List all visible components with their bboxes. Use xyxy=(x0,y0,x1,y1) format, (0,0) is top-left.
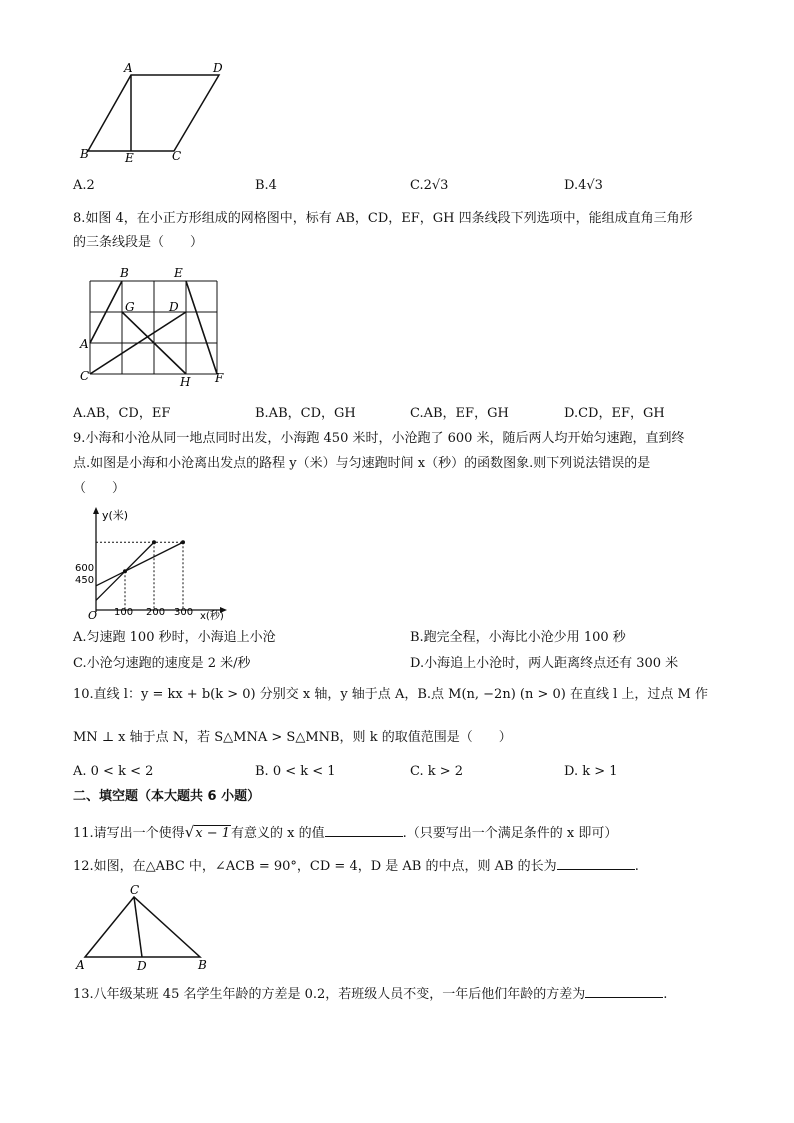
y-tick-600: 600 xyxy=(75,563,95,574)
label-A: A xyxy=(76,958,85,972)
label-A: A xyxy=(124,61,133,75)
q8-option-c: C.AB，EF，GH xyxy=(410,406,509,421)
q12-triangle-figure xyxy=(74,884,214,974)
q7-option-b: B.4 xyxy=(255,178,277,193)
q8-option-a: A.AB，CD，EF xyxy=(73,406,171,421)
q11-question xyxy=(73,823,617,843)
label-D: D xyxy=(213,61,223,75)
label-C: C xyxy=(172,149,182,163)
segment-ef xyxy=(186,281,217,374)
x-tick-300: 300 xyxy=(174,607,194,618)
triangle-abc xyxy=(85,897,200,957)
q11-answer-blank[interactable] xyxy=(325,824,403,837)
q9-option-c: C.小沧匀速跑的速度是 2 米/秒 xyxy=(73,656,251,671)
q9-question-line1: 9.小海和小沧从同一地点同时出发，小海跑 450 米时，小沧跑了 600 米，随后两人均开始匀速跑，直到终 xyxy=(73,431,685,446)
label-B: B xyxy=(80,147,89,161)
y-tick-450: 450 xyxy=(75,575,95,586)
q10-option-d: D. k > 1 xyxy=(564,764,618,779)
q9-question-line3: （ ） xyxy=(73,481,126,496)
data-point-200 xyxy=(152,540,156,544)
label-D: D xyxy=(169,300,179,314)
q7-option-c: C.2√3 xyxy=(410,178,449,193)
q13-end: . xyxy=(663,987,668,1002)
x-tick-200: 200 xyxy=(146,607,166,618)
label-B: B xyxy=(198,958,207,972)
q12-text: 12.如图，在△ABC 中，∠ACB = 90°，CD = 4，D 是 AB 的中点，则 AB 的长为 xyxy=(73,859,557,874)
q8-option-b: B.AB，CD，GH xyxy=(255,406,356,421)
q10-question-line1: 10.直线 l：y = kx + b(k > 0) 分别交 x 轴，y 轴于点 A，B.点 M(n, −2n) (n > 0) 在直线 l 上，过点 M 作 xyxy=(73,687,708,702)
data-point-100 xyxy=(123,569,127,573)
q9-option-a: A.匀速跑 100 秒时，小海追上小沧 xyxy=(73,630,276,645)
q10-option-c: C. k > 2 xyxy=(410,764,464,779)
q11-prefix: 11.请写出一个使得 xyxy=(73,826,185,841)
q13-answer-blank[interactable] xyxy=(585,985,663,998)
q7-parallelogram-figure xyxy=(74,62,244,172)
q9-option-b: B.跑完全程，小海比小沧少用 100 秒 xyxy=(410,630,626,645)
q11-suffix: .（只要写出一个满足条件的 x 即可） xyxy=(402,826,618,841)
q8-grid-figure xyxy=(80,264,230,389)
q9-question-line2: 点.如图是小海和小沧离出发点的路程 y（米）与匀速跑时间 x（秒）的函数图象.则下列说法错误的是 xyxy=(73,456,651,471)
median-cd xyxy=(134,897,142,957)
q12-question xyxy=(73,857,639,876)
q12-answer-blank[interactable] xyxy=(557,857,635,870)
x-tick-100: 100 xyxy=(114,607,134,618)
label-E: E xyxy=(174,266,183,280)
q13-text: 13.八年级某班 45 名学生年龄的方差是 0.2，若班级人员不变，一年后他们年龄的方差为 xyxy=(73,987,586,1002)
label-G: G xyxy=(125,300,135,314)
q12-end: . xyxy=(634,859,639,874)
q8-question-line1: 8.如图 4，在小正方形组成的网格图中，标有 AB，CD，EF，GH 四条线段下列选项中，能组成直角三角形 xyxy=(73,211,693,226)
q7-option-d: D.4√3 xyxy=(564,178,603,193)
q8-question-line2: 的三条线段是（ ） xyxy=(73,235,204,250)
q10-option-b: B. 0 < k < 1 xyxy=(255,764,336,779)
series-line-2 xyxy=(96,542,183,586)
x-axis-label: x(秒) xyxy=(200,611,224,622)
label-E: E xyxy=(125,151,134,165)
y-axis-label: y(米) xyxy=(102,509,129,522)
q11-radicand: x − 1 xyxy=(195,826,231,841)
q13-question xyxy=(73,985,667,1004)
label-D: D xyxy=(137,959,147,973)
origin-label: O xyxy=(88,609,98,622)
label-C: C xyxy=(80,369,90,383)
data-point-300 xyxy=(181,540,185,544)
parallelogram-abcd xyxy=(88,75,219,151)
section-heading: 二、填空题（本大题共 6 小题） xyxy=(73,789,261,804)
q8-option-d: D.CD，EF，GH xyxy=(564,406,665,421)
label-A: A xyxy=(80,337,89,351)
label-F: F xyxy=(215,371,224,385)
label-B: B xyxy=(120,266,129,280)
sqrt-icon: √ xyxy=(184,823,195,841)
q9-distance-time-chart xyxy=(74,505,234,620)
y-axis-arrow xyxy=(93,507,99,514)
q7-option-a: A.2 xyxy=(73,178,95,193)
q9-option-d: D.小海追上小沧时，两人距离终点还有 300 米 xyxy=(410,656,679,671)
q10-question-line2: MN ⊥ x 轴于点 N，若 S△MNA > S△MNB，则 k 的取值范围是（ ） xyxy=(73,730,512,745)
q11-middle: 有意义的 x 的值 xyxy=(231,826,325,841)
label-H: H xyxy=(180,375,191,389)
q10-option-a: A. 0 < k < 2 xyxy=(73,764,154,779)
label-C: C xyxy=(130,883,140,897)
